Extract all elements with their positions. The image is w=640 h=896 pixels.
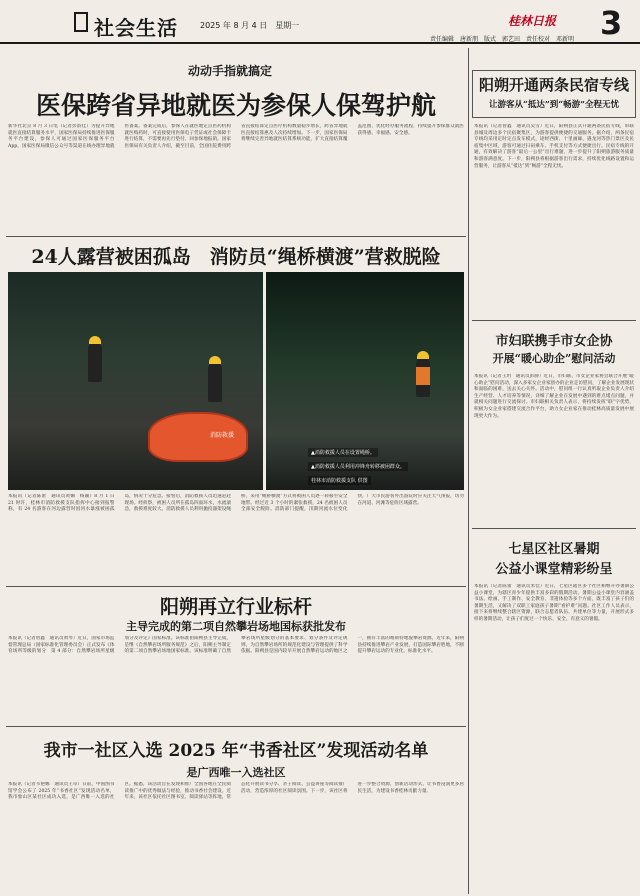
rescuer-helmet	[209, 356, 221, 364]
article-kicker: 动动手指就搞定	[187, 64, 272, 78]
rescuer-vest	[416, 367, 430, 385]
rescue-body: 本报讯（记者陈蕾 通讯员黄姗 杨颖）8 月 1 日 21 时许，桂林市消防救援支队指挥中心接到报警称，有 24 名游客在河边露营时因河水暴涨被困孤岛，情况十分危急。接警后，消防救援人员迅速赶赴现场。经侦察，被困人员所在孤岛四面环水，水流湍急，救援难度较大。消防救援人员利用抛投器架设绳桥，采用“绳桥横渡”方式将被困人员逐一转移至安全地带。经过近 3 个小时的紧张救援，24 名被困人员全部安全脱险。消防部门提醒，汛期河流水位变化快，广大市民游客外出游玩时应关注天气预报，切勿在河道、河滩等危险区域露营。	[8, 494, 464, 513]
women-headline-1: 市妇联携手市女企协	[495, 334, 613, 349]
section-rule	[6, 586, 466, 587]
rescuer-helmet	[417, 351, 429, 359]
qixing-headline-2: 公益小课堂精彩纷呈	[495, 562, 613, 577]
qixing-body: 本报讯（记者陈蕾 通讯员米佳）近日，七星区辖区多个社区相继开办暑期公益小课堂，为辖区青少年提供丰富多彩的假期活动。暑期公益小课堂内容涵盖书法、绘画、手工制作、安全教育、非遗体验等多个方面，既丰富了孩子们的暑期生活，又解决了双职工家庭孩子暑期“看护难”问题。社区工作人员表示，接下来将继续整合辖区资源，联合志愿者队伍、共建单位等力量，开展形式多样的暑期活动，让孩子们度过一个快乐、安全、有意义的暑假。	[474, 584, 634, 622]
masthead-logo: 桂林日报	[508, 14, 557, 28]
rescue-boat	[148, 412, 248, 462]
shuttle-headline: 阳朔开通两条民宿专线	[478, 76, 629, 94]
shuttle-subhead: 让游客从“抵达”到“畅游”全程无忧	[488, 100, 620, 110]
shequ-body: 本报讯（记者韦艳娜 通讯员王卓）日前，中国图书馆学会公布了 2025 年“书香社区”发现活动名单，我市象山区某社区成功入选，是广西唯一入选的社区。据悉，该活动旨在发现和推广全国各地在全民阅读推广中的优秀做法与经验，推动书香社会建设。近年来，该社区依托社区图书室、阅读驿站等阵地，常态化开展读书分享、亲子阅读、公益讲座等阅读推广活动，营造浓厚的社区阅读氛围。下一步，该社区将进一步整合资源，创新活动形式，让书香浸润更多居民生活，为建设书香桂林贡献力量。	[8, 782, 464, 801]
section-rule	[6, 726, 466, 727]
yangshuo-body: 本报讯（记者曾鑫 通讯员黄琴）近日，国家市场监督管理总局（国家标准化管理委员会）正式发布《体育场所等级的划分 第 4 部分：自然攀岩场所星级划分及评定》国家标准。该标准由阳朔县主导完成，是继《自然攀岩场所服务规范》之后，阳朔主导制定的第二项自然攀岩场地国家标准。该标准明确了自然攀岩场所星级划分的基本要求、划分条件及评定规则，为自然攀岩场所的规范化建设与管理提供了科学依据。阳朔县是国内较早开展自然攀岩运动的地区之一，拥有丰富的喀斯特地貌攀岩资源。近年来，阳朔县持续推进攀岩产业发展，打造国际攀岩胜地，不断提升攀岩运动的专业化、标准化水平。	[8, 636, 464, 655]
editor-credits: 责任编辑 唐新朋 版式 郭艺田 责任校对 邓新明	[430, 36, 575, 43]
rescue-photo-rope	[266, 272, 464, 490]
rescue-headline: 24人露营被困孤岛 消防员“绳桥横渡”营救脱险	[31, 246, 441, 268]
article-body: 新华社北京 8 月 3 日电（记者彭韵佳）为提升异地就医直接结算服务水平，国家医保局持续推进医保服务平台建设，参保人可通过国家医保服务平台 App、国家医保局微信公众号等渠道在线办理异地就医备案。备案完成后，参保人在就医地定点医药机构就医购药时，可直接使用医保电子凭证或社会保障卡进行结算，不需要再先行垫付、回参保地报销。国家医保局有关负责人介绍，截至目前，全国住院费用跨省直接结算定点医疗机构数量稳步增长，跨省异地就医直接结算惠及人次持续增加。下一步，国家医保局将继续完善异地就医结算系统功能，扩大直接结算覆盖范围，优化经办服务流程，持续提升参保群众就医获得感、幸福感、安全感。	[8, 124, 464, 149]
page-header	[0, 0, 640, 44]
rescuer-figure	[88, 342, 102, 382]
rescuer-figure	[208, 362, 222, 402]
section-rule	[472, 528, 636, 529]
shuttle-body: 本报讯（记者曾鑫 通讯员吴雪）近日，阳朔县正式开通两条民宿专线，串联县城及周边多个民宿聚集区，为游客提供便捷的交通服务。据介绍，两条民宿专线均采用定时定点发车模式，途经西街、十里画廊、遇龙河等热门景区及民宿集中区域，游客可通过扫码乘车、手机支付等方式便捷出行。民宿专线的开通，有效解决了游客“最后一公里”出行难题，进一步提升了阳朔旅游服务质量和游客满意度。下一步，阳朔县将根据游客出行需求，持续优化线路设置和运营服务，让游客从“抵达”到“畅游”全程无忧。	[474, 124, 634, 169]
photo-caption: ▲消防救援人员利用冲锋舟转移被困群众。	[308, 462, 408, 471]
yangshuo-subhead: 主导完成的第二项自然攀岩场地国标获批发布	[126, 620, 346, 633]
rescuer-helmet	[89, 336, 101, 344]
section-rule	[6, 236, 466, 237]
photo-credit: 桂林市消防救援支队 供图	[308, 476, 371, 485]
column-divider	[468, 48, 469, 894]
rescue-photo-boat	[8, 272, 263, 490]
boat-label: 消防救援	[210, 432, 235, 439]
page-number: 3	[600, 4, 623, 42]
article-headline: 医保跨省异地就医为参保人保驾护航	[35, 91, 436, 120]
photo-caption: ▲消防救援人员在设置绳桥。	[308, 448, 378, 457]
women-headline-2: 开展“暖心助企”慰问活动	[492, 352, 616, 365]
yangshuo-headline: 阳朔再立行业标杆	[159, 596, 312, 618]
women-body: 本报讯（记者王玥 通讯员彭静）近日，市妇联、市女企业家协会联合开展“暖心助企”慰问活动，深入多家女企业家创办的企业走访慰问，了解企业发展现状和面临的困难，送去关心关怀。活动中，慰问组一行认真听取企业负责人介绍生产经营、人才培养等情况，详细了解企业在发展中遇到的难点堵点问题，并就相关问题进行交流探讨。市妇联相关负责人表示，将持续发挥“联”字优势，积极为女企业家搭建交流合作平台，助力女企业家在推动桂林高质量发展中展现更大作为。	[474, 374, 634, 419]
section-title: 社会生活	[94, 16, 178, 40]
shequ-subhead: 是广西唯一入选社区	[186, 766, 286, 779]
section-rule	[472, 320, 636, 321]
qixing-headline-1: 七星区社区暑期	[508, 542, 600, 557]
section-mark	[74, 12, 88, 32]
shequ-headline: 我市一社区入选 2025 年“书香社区”发现活动名单	[43, 741, 429, 761]
issue-date: 2025 年 8 月 4 日 星期一	[200, 21, 300, 30]
